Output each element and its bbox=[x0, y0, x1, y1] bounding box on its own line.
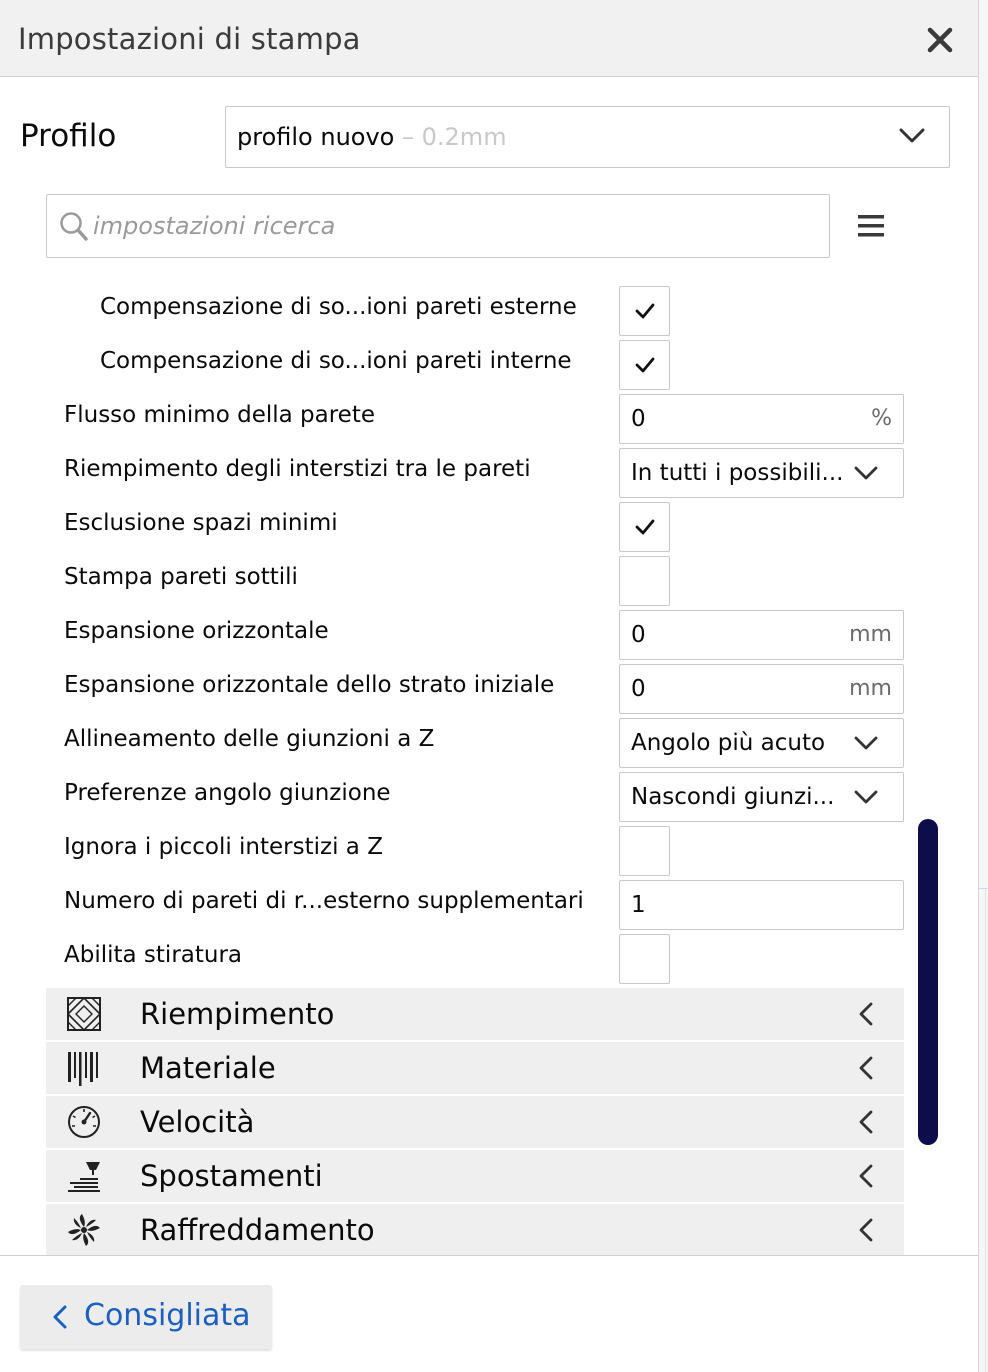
recommended-mode-button[interactable] bbox=[20, 1285, 272, 1349]
setting-label: Abilita stiratura bbox=[64, 942, 243, 968]
category-label: Spostamenti bbox=[140, 1159, 323, 1193]
setting-number-input[interactable] bbox=[619, 394, 904, 444]
chevron-down-icon bbox=[854, 735, 878, 751]
setting-number-input[interactable] bbox=[619, 610, 904, 660]
setting-row bbox=[0, 716, 910, 770]
setting-value: 0 bbox=[631, 406, 646, 432]
setting-checkbox[interactable] bbox=[619, 340, 670, 390]
settings-scrollbar-thumb[interactable] bbox=[918, 819, 938, 1145]
category-spostamenti[interactable] bbox=[46, 1150, 904, 1202]
chevron-left-icon bbox=[858, 1056, 874, 1080]
setting-row bbox=[0, 878, 910, 932]
chevron-down-icon bbox=[854, 465, 878, 481]
setting-row bbox=[0, 662, 910, 716]
chevron-down-icon bbox=[854, 789, 878, 805]
profile-selected bbox=[237, 123, 507, 151]
setting-row bbox=[0, 554, 910, 608]
setting-label: Compensazione di so...ioni pareti interne bbox=[100, 348, 572, 374]
close-button[interactable] bbox=[922, 22, 958, 58]
category-label: Velocità bbox=[140, 1105, 255, 1139]
chevron-left-icon bbox=[52, 1305, 68, 1329]
setting-value: 0 bbox=[631, 676, 646, 702]
setting-label: Preferenze angolo giunzione bbox=[64, 780, 391, 806]
setting-label: Ignora i piccoli interstizi a Z bbox=[64, 834, 383, 860]
category-raffreddamento[interactable] bbox=[46, 1204, 904, 1256]
setting-checkbox[interactable] bbox=[619, 826, 670, 876]
setting-row bbox=[0, 284, 910, 338]
hamburger-menu-icon bbox=[856, 211, 886, 241]
search-icon bbox=[59, 211, 89, 243]
category-materiale[interactable] bbox=[46, 1042, 904, 1094]
setting-unit: mm bbox=[849, 676, 892, 701]
search-box bbox=[46, 194, 830, 258]
category-label: Riempimento bbox=[140, 997, 335, 1031]
setting-value: In tutti i possibili... bbox=[631, 460, 844, 486]
footer-divider bbox=[0, 1255, 978, 1256]
setting-checkbox[interactable] bbox=[619, 286, 670, 336]
setting-row bbox=[0, 824, 910, 878]
travel-icon bbox=[66, 1158, 102, 1194]
chevron-left-icon bbox=[858, 1164, 874, 1188]
profile-name: profilo nuovo bbox=[237, 123, 395, 151]
setting-row bbox=[0, 446, 910, 500]
chevron-left-icon bbox=[858, 1110, 874, 1134]
setting-label: Espansione orizzontale dello strato iniziale bbox=[64, 672, 555, 698]
setting-label: Esclusione spazi minimi bbox=[64, 510, 338, 536]
setting-dropdown[interactable] bbox=[619, 718, 904, 768]
viewport-grid-line bbox=[979, 888, 988, 889]
setting-value: 0 bbox=[631, 622, 646, 648]
setting-number-input[interactable] bbox=[619, 880, 904, 930]
setting-label: Allineamento delle giunzioni a Z bbox=[64, 726, 435, 752]
setting-value: 1 bbox=[631, 892, 646, 918]
setting-value: Angolo più acuto bbox=[631, 730, 826, 756]
setting-unit: mm bbox=[849, 622, 892, 647]
setting-row bbox=[0, 500, 910, 554]
category-label: Raffreddamento bbox=[140, 1213, 375, 1247]
setting-label: Compensazione di so...ioni pareti esterne bbox=[100, 294, 577, 320]
setting-dropdown[interactable] bbox=[619, 772, 904, 822]
profile-label: Profilo bbox=[20, 118, 117, 154]
chevron-left-icon bbox=[858, 1002, 874, 1026]
cooling-fan-icon bbox=[66, 1212, 102, 1248]
setting-row bbox=[0, 392, 910, 446]
recommended-label: Consigliata bbox=[84, 1298, 251, 1333]
setting-row bbox=[0, 338, 910, 392]
setting-label: Numero di pareti di r...esterno supplementari bbox=[64, 888, 584, 914]
chevron-left-icon bbox=[858, 1218, 874, 1242]
category-label: Materiale bbox=[140, 1051, 276, 1085]
checkmark-icon bbox=[634, 517, 656, 537]
setting-unit: % bbox=[871, 406, 892, 431]
infill-icon bbox=[66, 996, 102, 1032]
setting-row bbox=[0, 932, 910, 986]
viewport-grid-line bbox=[985, 888, 986, 1372]
setting-label: Stampa pareti sottili bbox=[64, 564, 298, 590]
panel-header bbox=[0, 0, 978, 77]
profile-dropdown[interactable] bbox=[225, 106, 950, 168]
setting-label: Flusso minimo della parete bbox=[64, 402, 375, 428]
close-icon bbox=[922, 22, 958, 58]
profile-separator: – bbox=[402, 123, 414, 151]
profile-layer-height: 0.2mm bbox=[421, 123, 507, 151]
setting-checkbox[interactable] bbox=[619, 502, 670, 552]
viewport-edge bbox=[979, 0, 988, 1372]
setting-dropdown[interactable] bbox=[619, 448, 904, 498]
setting-label: Espansione orizzontale bbox=[64, 618, 329, 644]
material-icon bbox=[66, 1050, 102, 1086]
setting-checkbox[interactable] bbox=[619, 934, 670, 984]
category-velocita[interactable] bbox=[46, 1096, 904, 1148]
speed-icon bbox=[66, 1104, 102, 1140]
setting-checkbox[interactable] bbox=[619, 556, 670, 606]
settings-menu-button[interactable] bbox=[856, 211, 886, 241]
setting-number-input[interactable] bbox=[619, 664, 904, 714]
checkmark-icon bbox=[634, 301, 656, 321]
setting-row bbox=[0, 608, 910, 662]
category-riempimento[interactable] bbox=[46, 988, 904, 1040]
setting-value: Nascondi giunzi... bbox=[631, 784, 835, 810]
panel-title: Impostazioni di stampa bbox=[18, 22, 361, 56]
chevron-down-icon bbox=[899, 127, 925, 145]
setting-row bbox=[0, 770, 910, 824]
search-input[interactable] bbox=[93, 205, 813, 247]
checkmark-icon bbox=[634, 355, 656, 375]
setting-label: Riempimento degli interstizi tra le pareti bbox=[64, 456, 531, 482]
